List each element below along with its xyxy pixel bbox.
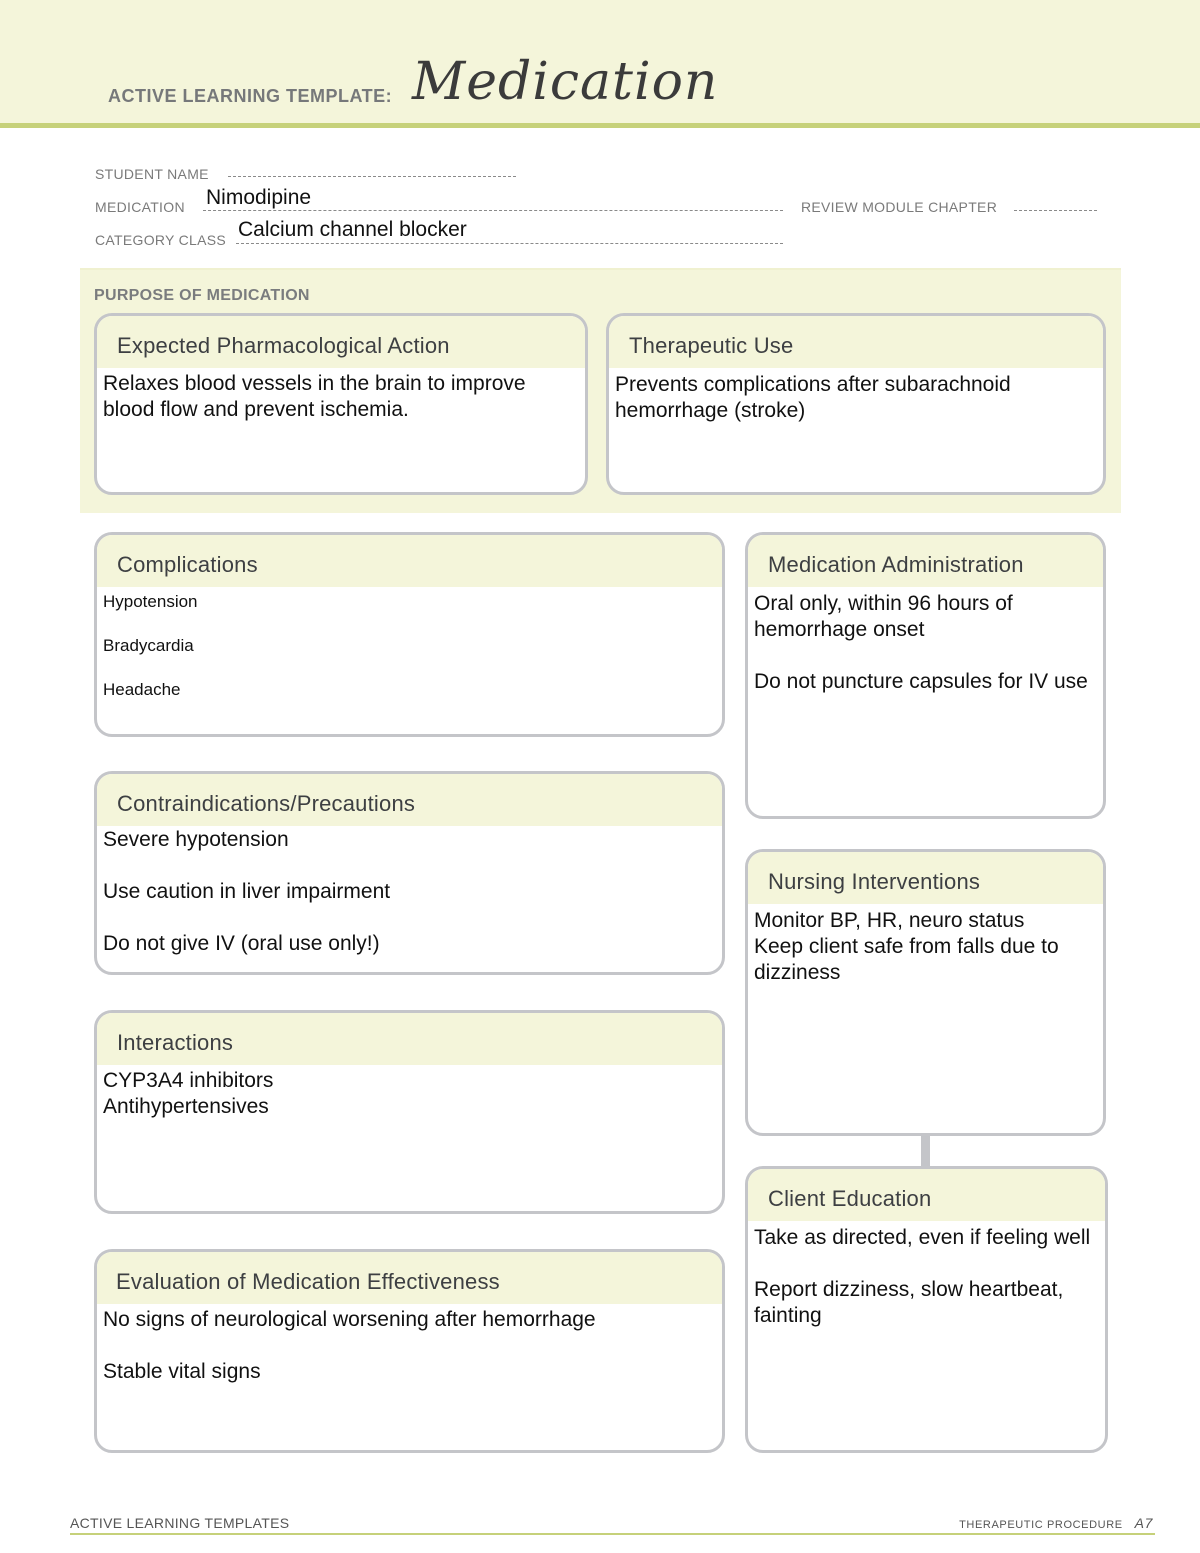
client-education-box <box>745 1166 1108 1453</box>
therapeutic-use-item: Prevents complications after subarachnoid hemorrhage (stroke) <box>615 373 1017 422</box>
medication-label: MEDICATION <box>95 199 185 215</box>
evaluation-box <box>94 1249 725 1453</box>
client-education-heading: Client Education <box>748 1169 1105 1221</box>
contraindications-content[interactable] <box>97 826 722 957</box>
expected-action-box <box>94 313 588 495</box>
medication-field[interactable]: Nimodipine <box>206 186 312 209</box>
medication-administration-content[interactable] <box>748 587 1103 695</box>
complication-item: Hypotension <box>103 592 198 611</box>
therapeutic-use-content[interactable] <box>609 368 1103 424</box>
nursing-interventions-content[interactable] <box>748 904 1103 986</box>
connector-bar <box>921 1135 930 1167</box>
student-name-line <box>228 176 516 177</box>
client-education-item: Take as directed, even if feeling well <box>754 1226 1091 1249</box>
therapeutic-use-box <box>606 313 1106 495</box>
review-module-line <box>1014 210 1097 211</box>
page-number: A7 <box>1134 1515 1153 1531</box>
category-class-field[interactable]: Calcium channel blocker <box>238 218 467 241</box>
student-name-label: STUDENT NAME <box>95 166 209 182</box>
client-education-content[interactable] <box>748 1221 1105 1329</box>
template-label: ACTIVE LEARNING TEMPLATE: <box>108 86 393 106</box>
footer-right-text: THERAPEUTIC PROCEDURE <box>959 1519 1123 1531</box>
administration-item: Oral only, within 96 hours of hemorrhage onset <box>754 592 1019 641</box>
expected-action-heading: Expected Pharmacological Action <box>97 316 585 368</box>
interactions-box <box>94 1010 725 1214</box>
interactions-heading: Interactions <box>97 1013 722 1065</box>
nursing-intervention-item: Monitor BP, HR, neuro status <box>754 909 1025 932</box>
footer-right <box>959 1515 1153 1531</box>
contraindication-item: Use caution in liver impairment <box>103 880 391 903</box>
evaluation-content[interactable] <box>97 1304 722 1385</box>
contraindication-item: Do not give IV (oral use only!) <box>103 932 380 955</box>
contraindication-item: Severe hypotension <box>103 828 289 851</box>
footer-left-text: ACTIVE LEARNING TEMPLATES <box>70 1515 290 1531</box>
category-class-label: CATEGORY CLASS <box>95 232 227 248</box>
therapeutic-use-heading: Therapeutic Use <box>609 316 1103 368</box>
medication-line <box>203 210 783 211</box>
complication-item: Bradycardia <box>103 636 194 655</box>
contraindications-heading: Contraindications/Precautions <box>97 774 722 826</box>
page-title: Medication <box>412 52 719 112</box>
complications-content[interactable] <box>97 587 722 701</box>
complications-box <box>94 532 725 737</box>
evaluation-item: Stable vital signs <box>103 1360 261 1383</box>
evaluation-item: No signs of neurological worsening after hemorrhage <box>103 1308 596 1331</box>
footer-rule <box>70 1533 1155 1535</box>
category-class-line <box>236 243 783 244</box>
complications-heading: Complications <box>97 535 722 587</box>
expected-action-item: Relaxes blood vessels in the brain to improve blood flow and prevent ischemia. <box>103 372 532 421</box>
nursing-interventions-heading: Nursing Interventions <box>748 852 1103 904</box>
interactions-content[interactable] <box>97 1065 722 1120</box>
evaluation-heading: Evaluation of Medication Effectiveness <box>97 1252 722 1304</box>
review-module-label: REVIEW MODULE CHAPTER <box>801 199 998 215</box>
header-rule <box>0 123 1200 128</box>
medication-administration-heading: Medication Administration <box>748 535 1103 587</box>
expected-action-content[interactable] <box>97 368 585 423</box>
nursing-interventions-box <box>745 849 1106 1136</box>
purpose-title: PURPOSE OF MEDICATION <box>94 287 310 304</box>
contraindications-box <box>94 771 725 975</box>
interaction-item: CYP3A4 inhibitors <box>103 1069 274 1092</box>
medication-administration-box <box>745 532 1106 819</box>
nursing-intervention-item: Keep client safe from falls due to dizziness <box>754 935 1065 984</box>
interaction-item: Antihypertensives <box>103 1095 269 1118</box>
complication-item: Headache <box>103 680 181 699</box>
administration-item: Do not puncture capsules for IV use <box>754 670 1088 693</box>
client-education-item: Report dizziness, slow heartbeat, fainting <box>754 1278 1070 1327</box>
